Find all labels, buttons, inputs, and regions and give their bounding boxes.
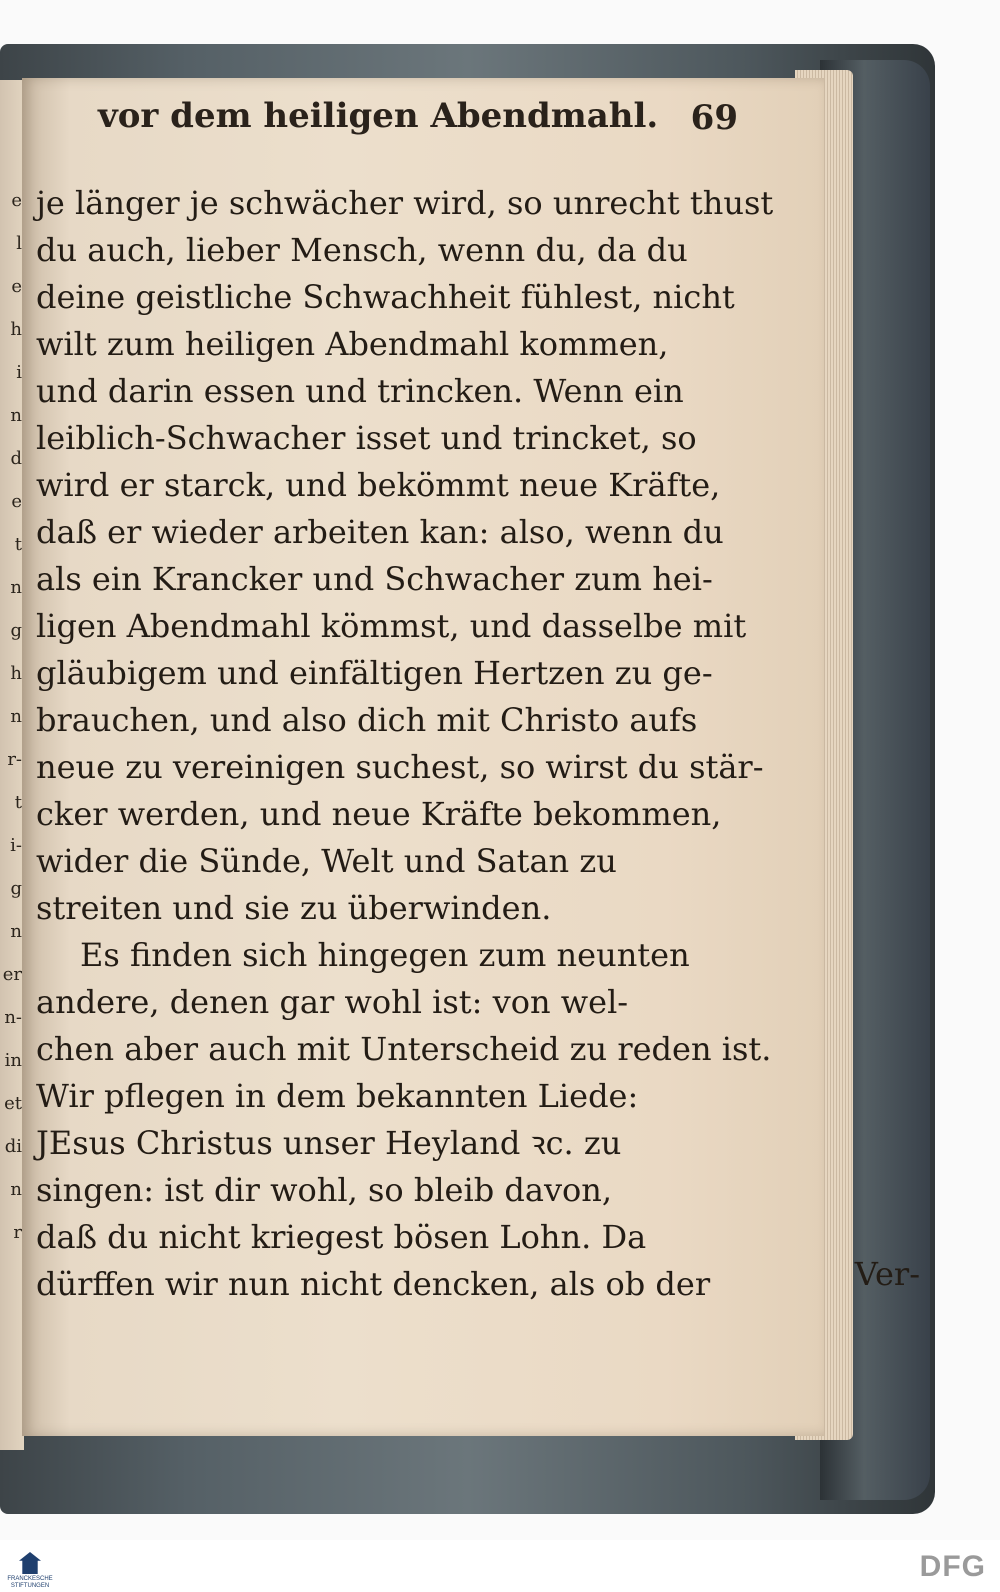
margin-fragment: h bbox=[10, 319, 22, 340]
text-line: Es finden sich hingegen zum neunten bbox=[80, 936, 690, 974]
margin-fragment: t bbox=[14, 792, 22, 813]
margin-fragment: i- bbox=[10, 835, 22, 856]
text-line: chen aber auch mit Unterscheid zu reden ist. bbox=[36, 1030, 772, 1068]
margin-fragment: in bbox=[4, 1050, 22, 1071]
margin-fragment: n bbox=[10, 921, 22, 942]
margin-fragment: n bbox=[10, 1179, 22, 1200]
margin-fragment: n bbox=[10, 577, 22, 598]
page-number: 69 bbox=[690, 98, 738, 138]
text-line: leiblich-Schwacher isset und trincket, so bbox=[36, 419, 697, 457]
margin-fragment: g bbox=[10, 878, 22, 899]
franckesche-stiftungen-logo bbox=[4, 1544, 56, 1590]
margin-fragment: di bbox=[4, 1136, 22, 1157]
text-line: JEsus Christus unser Heyland ꝛc. zu bbox=[36, 1124, 622, 1162]
margin-fragment: r bbox=[13, 1222, 22, 1243]
page-header bbox=[98, 96, 738, 150]
footer-bar bbox=[0, 1540, 1000, 1592]
text-line: Wir pflegen in dem bekannten Liede: bbox=[36, 1077, 639, 1115]
margin-fragment: t bbox=[14, 534, 22, 555]
margin-fragment: n bbox=[10, 405, 22, 426]
body-text bbox=[36, 180, 774, 1308]
margin-fragment: d bbox=[10, 448, 22, 469]
text-line: andere, denen gar wohl ist: von wel- bbox=[36, 983, 629, 1021]
margin-fragment: e bbox=[11, 491, 22, 512]
left-logo-text: FRANCKESCHE STIFTUNGEN bbox=[7, 1576, 53, 1589]
text-line: daß du nicht kriegest bösen Lohn. Da bbox=[36, 1218, 647, 1256]
left-page-margin-fragments bbox=[2, 190, 22, 1244]
text-line: deine geistliche Schwachheit fühlest, nicht bbox=[36, 278, 735, 316]
margin-fragment: e bbox=[11, 276, 22, 297]
text-line: wilt zum heiligen Abendmahl kommen, bbox=[36, 325, 669, 363]
margin-fragment: et bbox=[4, 1093, 22, 1114]
text-line: du auch, lieber Mensch, wenn du, da du bbox=[36, 231, 688, 269]
text-line: cker werden, und neue Kräfte bekommen, bbox=[36, 795, 722, 833]
text-line: neue zu vereinigen suchest, so wirst du stär- bbox=[36, 748, 764, 786]
running-head: vor dem heiligen Abendmahl. bbox=[98, 96, 659, 136]
text-line: wider die Sünde, Welt und Satan zu bbox=[36, 842, 617, 880]
margin-fragment: l bbox=[16, 233, 22, 254]
text-line: ligen Abendmahl kömmst, und dasselbe mit bbox=[36, 607, 747, 645]
text-line: daß er wieder arbeiten kan: also, wenn du bbox=[36, 513, 724, 551]
margin-fragment: g bbox=[10, 620, 22, 641]
margin-fragment: e bbox=[11, 190, 22, 211]
text-line: streiten und sie zu überwinden. bbox=[36, 889, 552, 927]
catchword: Ver- bbox=[854, 1255, 920, 1293]
margin-fragment: n bbox=[10, 706, 22, 727]
dfg-logo: DFG bbox=[919, 1550, 986, 1583]
text-line: gläubigem und einfältigen Hertzen zu ge- bbox=[36, 654, 713, 692]
text-line: dürffen wir nun nicht dencken, als ob der bbox=[36, 1265, 711, 1303]
text-line: singen: ist dir wohl, so bleib davon, bbox=[36, 1171, 613, 1209]
building-icon bbox=[19, 1552, 41, 1574]
margin-fragment: er bbox=[2, 964, 22, 985]
text-line: je länger je schwächer wird, so unrecht thust bbox=[36, 184, 774, 222]
margin-fragment: i bbox=[16, 362, 22, 383]
margin-fragment: h bbox=[10, 663, 22, 684]
text-line: und darin essen und trincken. Wenn ein bbox=[36, 372, 684, 410]
text-line: brauchen, und also dich mit Christo aufs bbox=[36, 701, 698, 739]
text-line: wird er starck, und bekömmt neue Kräfte, bbox=[36, 466, 721, 504]
margin-fragment: n- bbox=[4, 1007, 22, 1028]
text-line: als ein Krancker und Schwacher zum hei- bbox=[36, 560, 713, 598]
margin-fragment: r- bbox=[7, 749, 22, 770]
